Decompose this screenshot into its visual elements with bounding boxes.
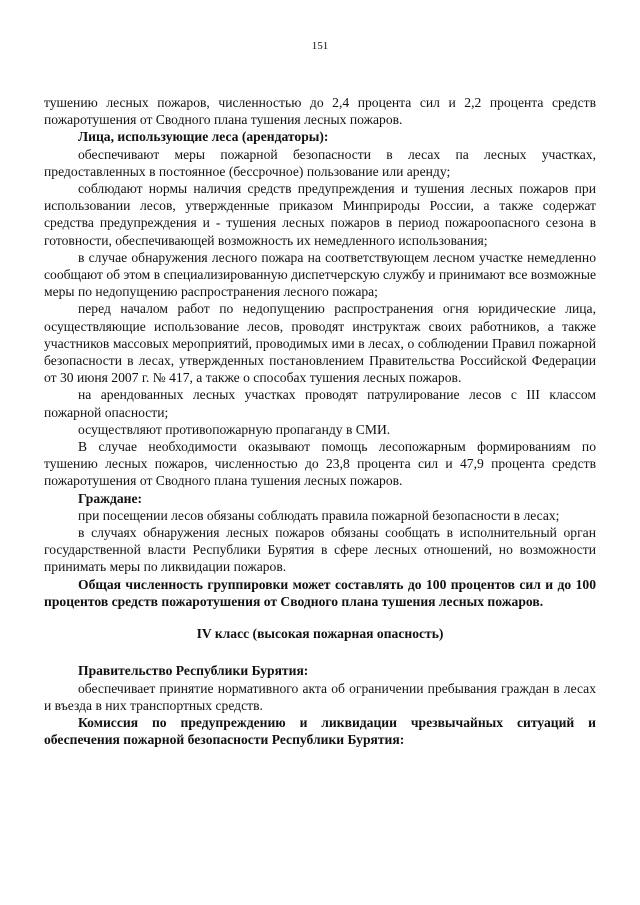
- paragraph-fire-extinguishing-share: тушению лесных пожаров, численностью до 2,4 процента сил и 2,2 процента средств пожаротушения от Сводного плана тушения лесных пожаров.: [44, 95, 596, 128]
- paragraph-instruction: перед началом работ по недопущению распространения огня юридические лица, осуществляющие использование лесов, проводят инструктаж своих работников, а также участников массовых мероприятий, проводимых ими в лесах, о соблюдении Правил пожарной безопасности в лесах, утвержденных постановлением Правительства Российской Федерации от 30 июня 2007 г. № 417, а также о способах тушения лесных пожаров.: [44, 301, 596, 386]
- paragraph-government-act: обеспечивает принятие нормативного акта об ограничении пребывания граждан в лесах и въезда в них транспортных средств.: [44, 680, 596, 713]
- paragraph-fire-detection: в случае обнаружения лесного пожара на соответствующем лесном участке немедленно сообщают об этом в специализированную диспетчерскую службу и принимают все возможные меры по недопущению распространения лесного пожара;: [44, 249, 596, 300]
- paragraph-citizens-rules: при посещении лесов обязаны соблюдать правила пожарной безопасности в лесах;: [78, 507, 560, 523]
- section-heading-class-iv: IV класс (высокая пожарная опасность): [196, 626, 444, 642]
- paragraph-assistance: В случае необходимости оказывают помощь лесопожарным формированиям по тушению лесных пожаров, численностью до 23,8 процента сил и 47,9 процента средств пожаротушения от Сводного плана тушения лесных пожаров.: [44, 439, 596, 489]
- heading-citizens: Граждане:: [78, 490, 143, 506]
- paragraph-equipment-norms: соблюдают нормы наличия средств предупреждения и тушения лесных пожаров при использовании лесов, утвержденные приказом Минприроды России, а также содержат средства предупреждения и - тушения лесных пожаров в период пожароопасного сезона в готовности, обеспечивающей возможность их немедленного использования;: [44, 181, 596, 248]
- paragraph-safety-measures: обеспечивают меры пожарной безопасности в лесах па лесных участках, предоставленных в постоянное (бессрочное) пользование или аренду;: [44, 146, 596, 179]
- paragraph-citizens-report: в случаях обнаружения лесных пожаров обязаны сообщать в исполнительный орган государственной власти Республики Бурятия в сфере лесных отношений, но возможности принимать меры по ликвидации пожаров.: [44, 525, 596, 575]
- document-body: [44, 94, 596, 748]
- heading-emergency-commission: Комиссия по предупреждению и ликвидации чрезвычайных ситуаций и обеспечения пожарной безопасности Республики Бурятия:: [44, 714, 596, 748]
- heading-forest-users: Лица, использующие леса (арендаторы):: [78, 129, 329, 145]
- heading-government: Правительство Республики Бурятия:: [78, 663, 309, 679]
- paragraph-total-strength: Общая численность группировки может составлять до 100 процентов сил и до 100 процентов средств пожаротушения от Сводного плана тушения лесных пожаров.: [44, 576, 596, 609]
- paragraph-propaganda: осуществляют противопожарную пропаганду в СМИ.: [78, 421, 391, 437]
- paragraph-patrolling: на арендованных лесных участках проводят патрулирование лесов с III классом пожарной опасности;: [44, 387, 596, 420]
- page-number: 151: [311, 40, 329, 52]
